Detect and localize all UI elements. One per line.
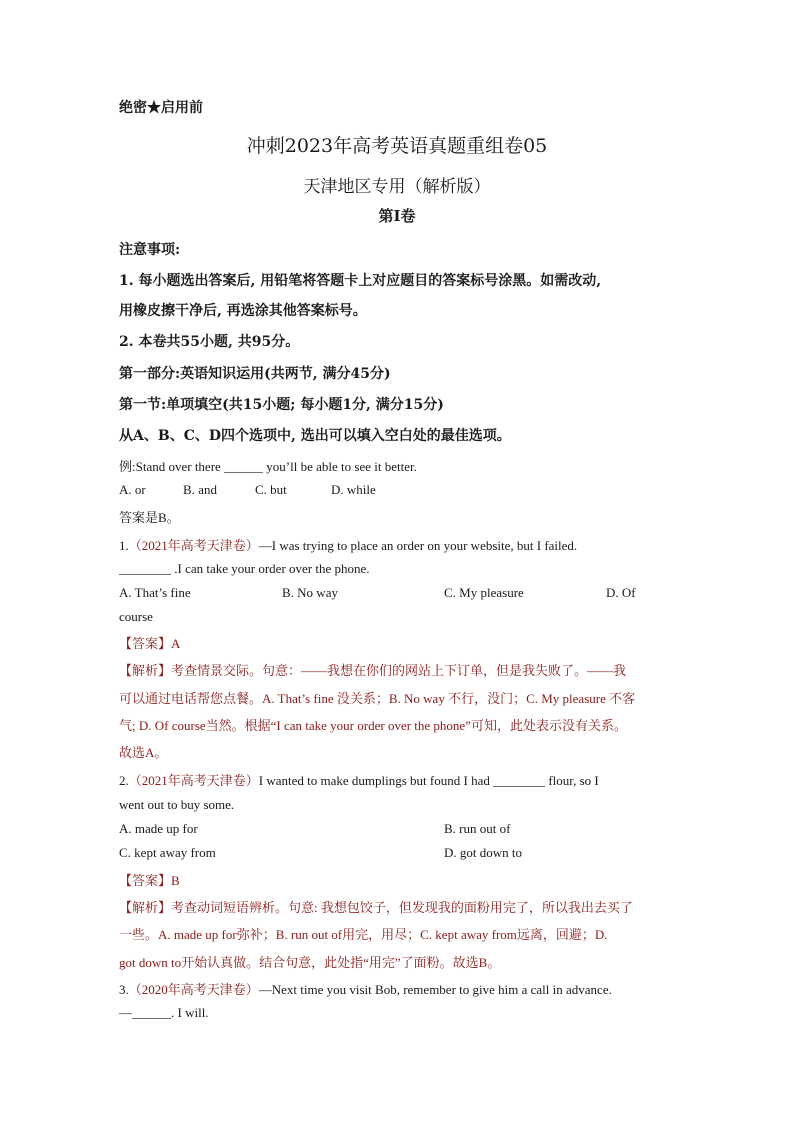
question-2-answer: 【答案】B [119,873,180,888]
notice-item-1-line-1: 1. 每小题选出答案后, 用铅笔将答题卡上对应题目的答案标号涂黑。如需改动, [119,273,602,289]
example-stem: 例:Stand over there ______ you’ll be able to see it better. [119,459,417,474]
instruction-text: 从A、B、C、D四个选项中, 选出可以填入空白处的最佳选项。 [119,428,511,444]
question-2-option-c: C. kept away from [119,845,216,860]
notice-heading: 注意事项: [119,242,181,258]
question-1-option-a: A. That’s fine [119,585,191,600]
question-1-option-b: B. No way [282,585,338,600]
question-2-analysis-line-3: got down to开始认真做。结合句意，此处指“用完”了面粉。故选B。 [119,955,501,970]
example-option-c: C. but [255,482,287,497]
question-2-option-a: A. made up for [119,821,198,836]
confidential-label: 绝密★启用前 [119,100,203,116]
document-subtitle: 天津地区专用（解析版） [303,177,491,197]
question-1-stem-line-2: ________ .I can take your order over the phone. [119,561,370,576]
question-1-option-c: C. My pleasure [444,585,524,600]
question-1-analysis-line-4: 故选A。 [119,745,168,760]
question-1-answer: 【答案】A [119,636,181,651]
section-heading: 第一节:单项填空(共15小题; 每小题1分, 满分15分) [119,397,444,413]
question-1-analysis-line-2: 可以通过电话帮您点餐。A. That’s fine 没关系；B. No way 不行，没门；C. My pleasure 不客 [119,691,636,706]
question-2-analysis-line-1: 【解析】考查动词短语辨析。句意: 我想包饺子，但发现我的面粉用完了，所以我出去买了 [119,900,633,915]
question-number: 2. [119,773,129,788]
question-number: 3. [119,982,129,997]
document-title: 冲刺2023年高考英语真题重组卷05 [246,135,548,157]
question-2-option-b: B. run out of [444,821,511,836]
question-1-analysis-line-1: 【解析】考查情景交际。句意：——我想在你们的网站上下订单，但是我失败了。——我 [119,663,627,678]
question-1-option-d-wrap: course [119,609,153,624]
notice-item-2: 2. 本卷共55小题, 共95分。 [119,334,300,350]
question-source: （2021年高考天津卷） [128,538,259,553]
question-source: （2020年高考天津卷） [128,982,259,997]
question-stem-text: —Next time you visit Bob, remember to give him a call in advance. [258,982,612,997]
example-option-d: D. while [331,482,376,497]
volume-label: 第I卷 [378,207,416,225]
question-2-stem-line-2: went out to buy some. [119,797,235,812]
question-number: 1. [119,538,129,553]
part-heading: 第一部分:英语知识运用(共两节, 满分45分) [119,366,391,382]
question-3-stem-line-1 [119,979,612,998]
question-2-stem-line-1 [119,770,599,789]
question-2-option-d: D. got down to [444,845,522,860]
question-stem-text: —I was trying to place an order on your website, but I failed. [258,538,578,553]
question-1-analysis-line-3: 气; D. Of course当然。根据“I can take your order over the phone”可知，此处表示没有关系。 [119,718,627,733]
notice-item-1-line-2: 用橡皮擦干净后, 再选涂其他答案标号。 [119,303,367,319]
example-answer: 答案是B。 [119,510,180,525]
question-1-option-d: D. Of [606,585,636,600]
question-stem-text: I wanted to make dumplings but found I had ________ flour, so I [258,773,599,788]
example-option-b: B. and [183,482,217,497]
question-source: （2021年高考天津卷） [128,773,259,788]
example-option-a: A. or [119,482,146,497]
question-2-analysis-line-2: 一些。A. made up for弥补；B. run out of用完，用尽；C. kept away from远离，回避；D. [119,927,608,942]
question-3-stem-line-2: —______. I will. [119,1005,209,1020]
question-1-stem-line-1 [119,535,577,554]
